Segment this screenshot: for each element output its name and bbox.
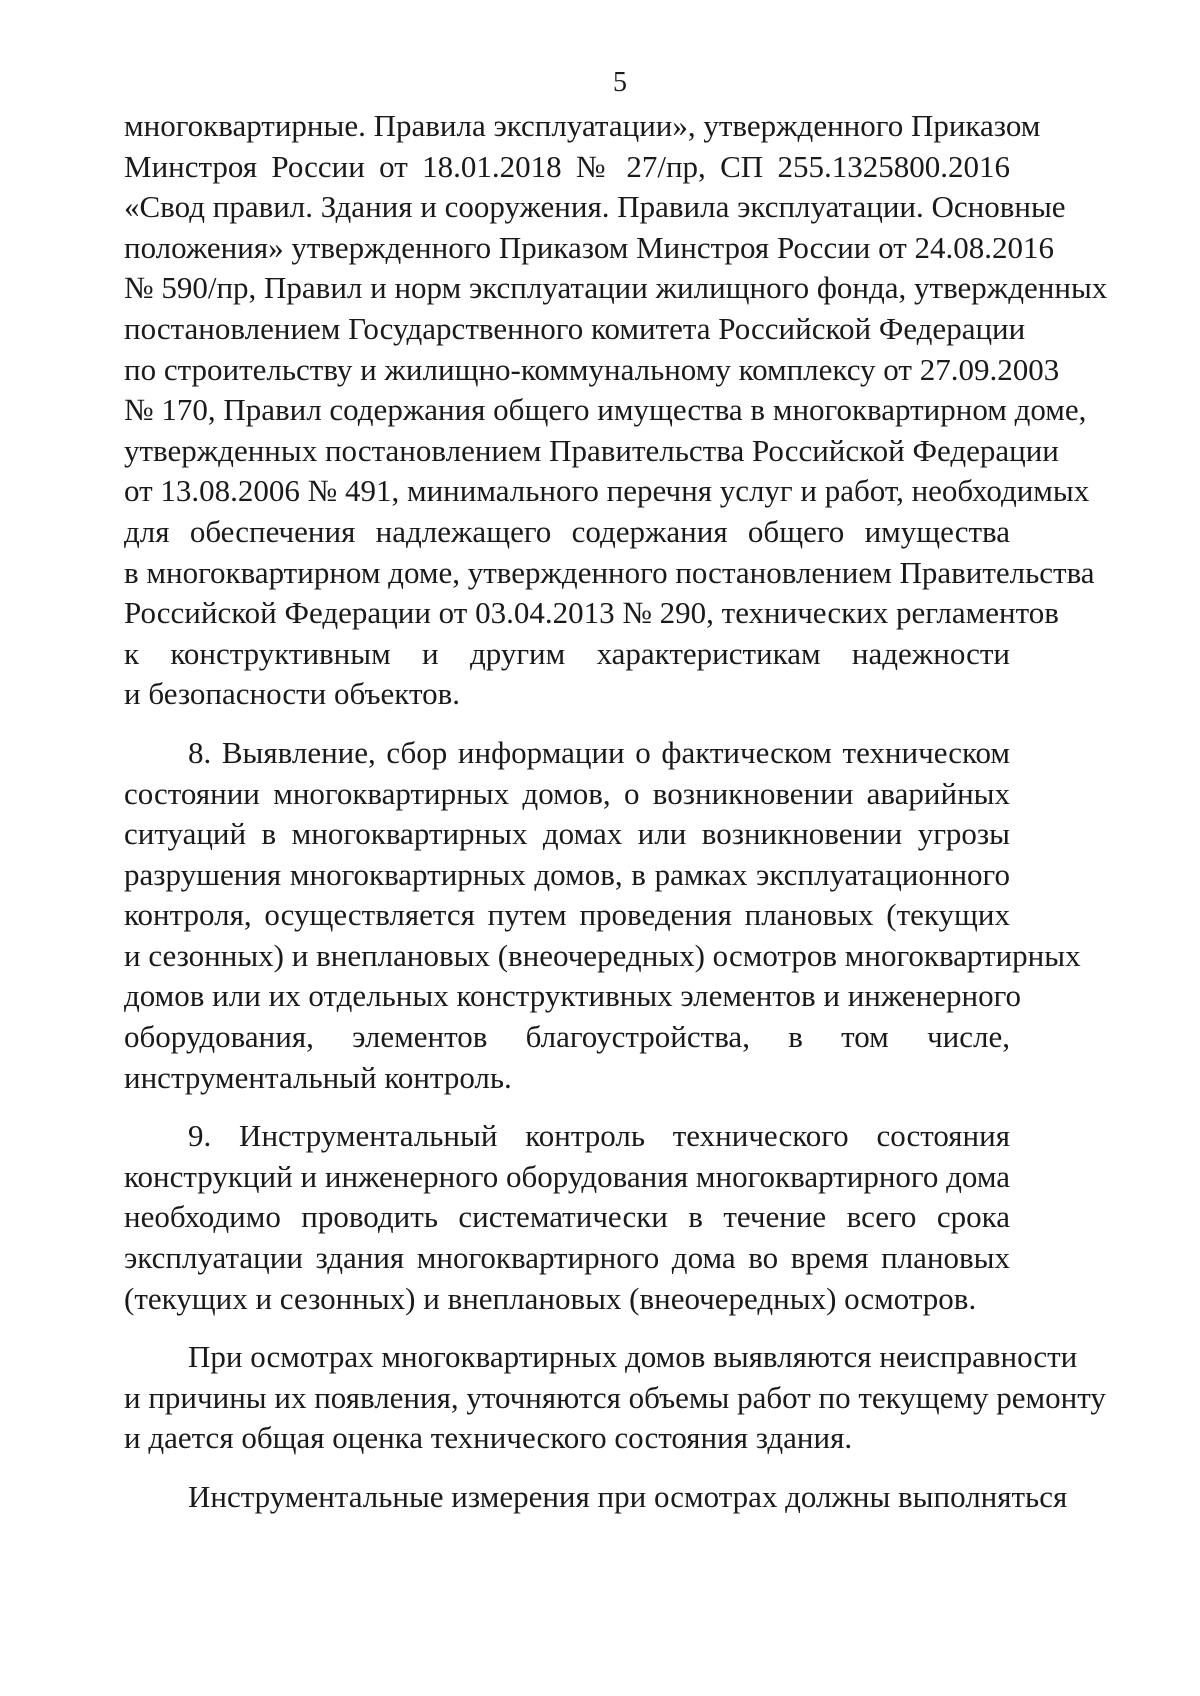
text-line: и безопасности объектов. [124,676,460,712]
text-line: разрушения многоквартирных домов, в рамках эксплуатационного [124,856,1010,892]
paragraph-regulations-list [124,106,1108,715]
text-line: Минстроя России от 18.01.2018 № 27/пр, СП 255.1325800.2016 [124,148,1010,184]
text-line: «Свод правил. Здания и сооружения. Правила эксплуатации. Основные [124,189,1066,225]
text-line: и сезонных) и внеплановых (внеочередных) осмотров многоквартирных [124,937,1081,973]
text-line: конструкций и инженерного оборудования многоквартирного дома [124,1158,1010,1194]
text-line: № 170, Правил содержания общего имущества в многоквартирном доме, [124,392,1087,428]
document-body [124,106,1108,1518]
text-line: ситуаций в многоквартирных домах или возникновении угрозы [124,816,1010,852]
text-line: утвержденных постановлением Правительства Российской Федерации [124,432,1059,468]
paragraph-instrumental-measurements [124,1477,1068,1518]
text-line: положения» утвержденного Приказом Минстроя России от 24.08.2016 [124,229,1055,265]
text-line: № 590/пр, Правил и норм эксплуатации жилищного фонда, утвержденных [124,270,1108,306]
paragraph-gap [124,1319,1010,1337]
text-line: от 13.08.2006 № 491, минимального перечня услуг и работ, необходимых [124,473,1090,509]
paragraph-gap [124,1459,1010,1477]
paragraph-gap [124,715,1010,733]
text-line: и причины их появления, уточняются объемы работ по текущему ремонту [124,1379,1106,1415]
text-line: 8. Выявление, сбор информации о фактическом техническом [188,734,1010,770]
text-line: инструментальный контроль. [124,1059,512,1095]
text-line: эксплуатации здания многоквартирного дома во время плановых [124,1240,1010,1276]
text-line: по строительству и жилищно-коммунальному комплексу от 27.09.2003 [124,351,1060,387]
text-line: оборудования, элементов благоустройства, в том числе, [124,1019,1010,1055]
page-number: 5 [613,67,627,98]
text-line: и дается общая оценка технического состояния здания. [124,1420,853,1456]
text-line: многоквартирные. Правила эксплуатации», утвержденного Приказом [124,108,1041,143]
paragraph-item-8 [124,733,1081,1098]
paragraph-gap [124,1098,1010,1116]
text-line: в многоквартирном доме, утвержденного постановлением Правительства [124,554,1095,590]
paragraph-inspections [124,1337,1106,1459]
text-line: Инструментальные измерения при осмотрах должны выполняться [188,1479,1068,1514]
paragraph-item-9 [124,1116,1010,1319]
text-line: контроля, осуществляется путем проведения плановых (текущих [124,897,1010,933]
text-line: необходимо проводить систематически в течение всего срока [124,1199,1010,1235]
text-line: 9. Инструментальный контроль технического состояния [188,1118,1010,1154]
text-line: При осмотрах многоквартирных домов выявляются неисправности [188,1339,1078,1375]
text-line: (текущих и сезонных) и внеплановых (внеочередных) осмотров. [124,1280,977,1316]
text-line: Российской Федерации от 03.04.2013 № 290, технических регламентов [124,595,1059,631]
text-line: к конструктивным и другим характеристикам надежности [124,635,1010,671]
text-line: постановлением Государственного комитета Российской Федерации [124,310,1026,346]
text-line: для обеспечения надлежащего содержания общего имущества [124,513,1010,549]
text-line: состоянии многоквартирных домов, о возникновении аварийных [124,775,1010,811]
text-line: домов или их отдельных конструктивных элементов и инженерного [124,978,1022,1014]
